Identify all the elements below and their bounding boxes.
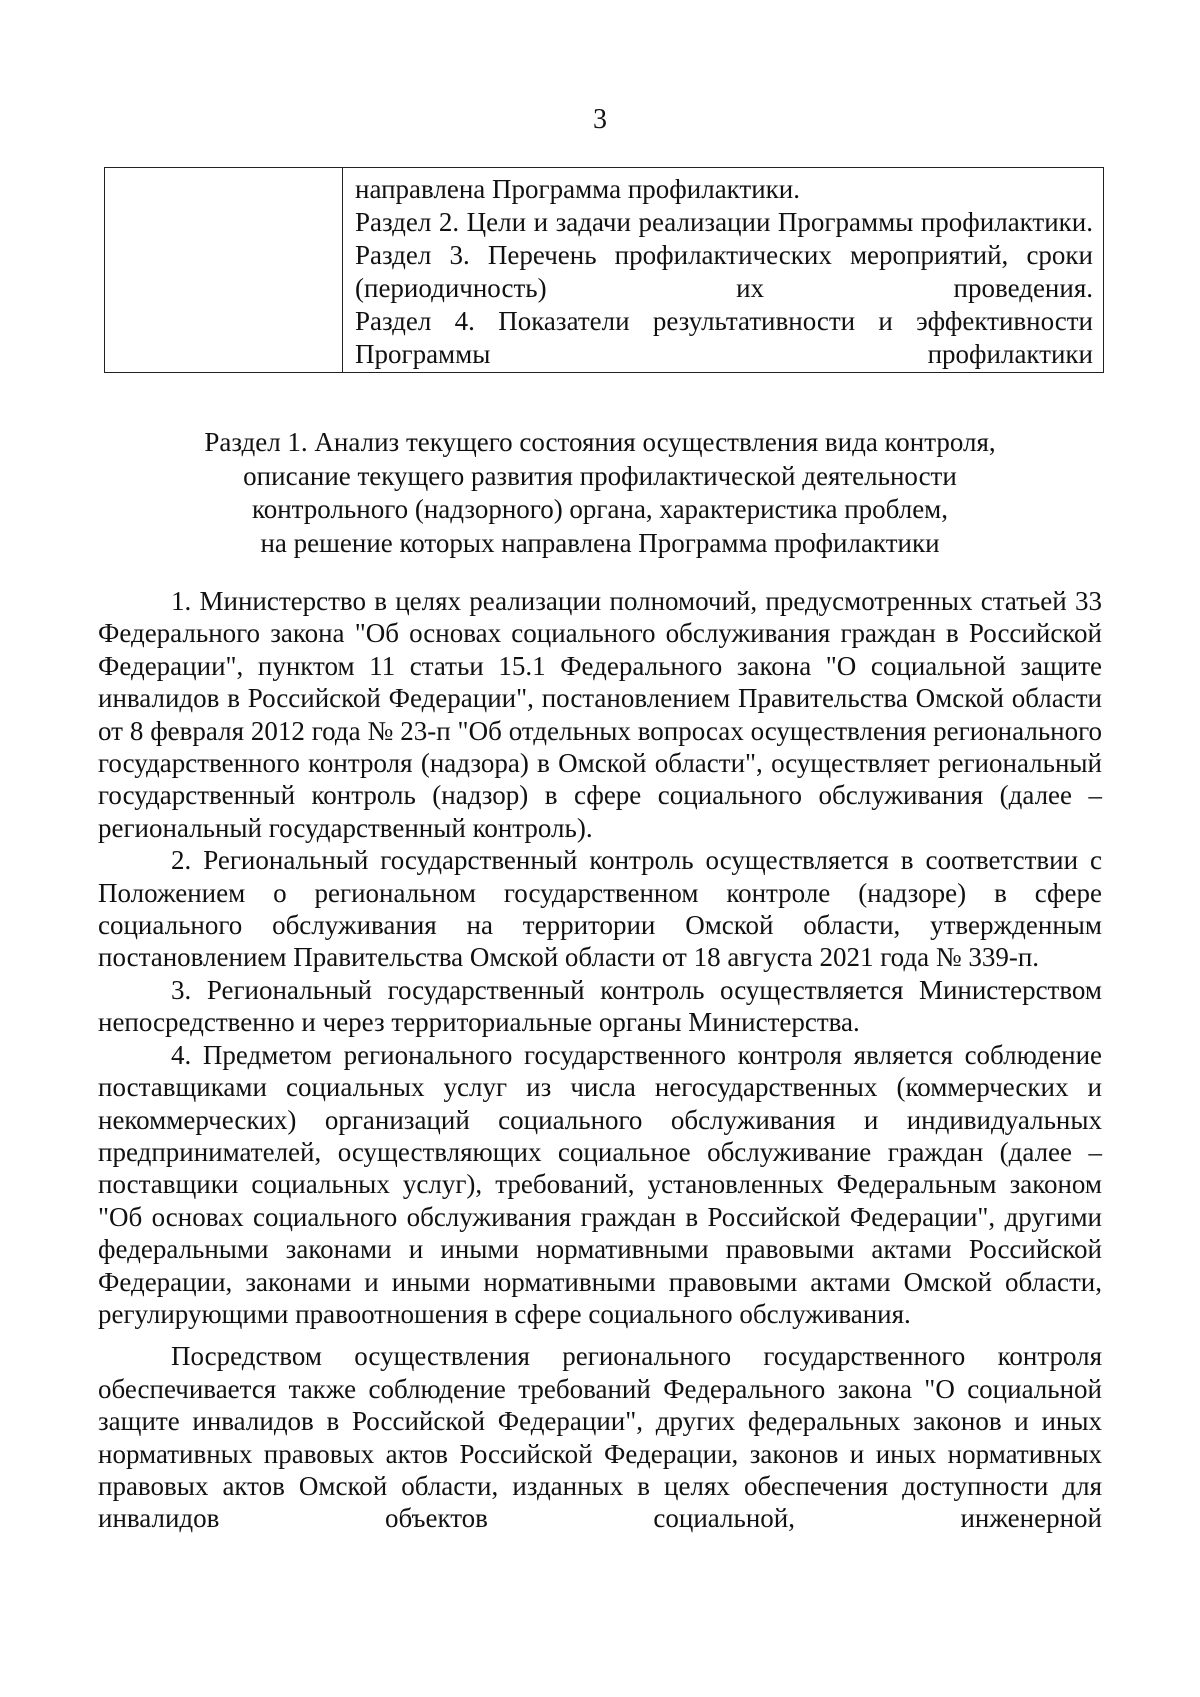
toc-line: Раздел 2. Цели и задачи реализации Программы профилактики. xyxy=(355,207,1093,237)
toc-line: Раздел 4. Показатели результативности и эффективности Программы профилактики xyxy=(355,306,1093,369)
paragraph-1: 1. Министерство в целях реализации полномочий, предусмотренных статьей 33 Федерального закона "Об основах социального обслуживания граждан в Российской Федерации", пунктом 11 статьи 15.1 Федерального закона "О социальной защите инвалидов в Российской Федерации", постановлением Правительства Омской области от 8 февраля 2012 года № 23-п "Об отдельных вопросах осуществления регионального государственного контроля (надзора) в Омской области", осуществляет региональный государственный контроль (надзор) в сфере социального обслуживания (далее – региональный государственный контроль). xyxy=(98,586,1102,843)
page-number: 3 xyxy=(593,104,607,135)
table-empty-cell xyxy=(105,168,343,373)
section-title-line: на решение которых направлена Программа профилактики xyxy=(260,527,940,558)
toc-line: направлена Программа профилактики. xyxy=(355,174,800,204)
contents-table xyxy=(104,167,1104,373)
paragraph-3: 3. Региональный государственный контроль осуществляется Министерством непосредственно и через территориальные органы Министерства. xyxy=(98,974,1102,1038)
body-text xyxy=(98,585,1102,1535)
section-title-line: описание текущего развития профилактической деятельности xyxy=(243,460,957,491)
toc-line: Раздел 3. Перечень профилактических мероприятий, сроки (периодичность) их проведения. xyxy=(355,240,1093,303)
section-title xyxy=(0,426,1200,560)
paragraph-5: Посредством осуществления регионального государственного контроля обеспечивается также соблюдение требований Федерального закона "О социальной защите инвалидов в Российской Федерации", других федеральных законов и иных нормативных правовых актов Российской Федерации, законов и иных нормативных правовых актов Омской области, изданных в целях обеспечения доступности для инвалидов объектов социальной, инженерной xyxy=(98,1341,1102,1534)
section-title-line: Раздел 1. Анализ текущего состояния осуществления вида контроля, xyxy=(204,427,996,457)
table-row xyxy=(105,168,1104,373)
table-contents-cell xyxy=(343,168,1104,373)
paragraph-4: 4. Предметом регионального государственного контроля является соблюдение поставщиками социальных услуг из числа негосударственных (коммерческих и некоммерческих) организаций социального обслуживания и индивидуальных предпринимателей, осуществляющих социальное обслуживание граждан (далее – поставщики социальных услуг), требований, установленных Федеральным законом "Об основах социального обслуживания граждан в Российской Федерации", другими федеральными законами и иными нормативными правовыми актами Российской Федерации, законами и иными нормативными правовыми актами Омской области, регулирующими правоотношения в сфере социального обслуживания. xyxy=(98,1039,1102,1329)
paragraph-2: 2. Региональный государственный контроль осуществляется в соответствии с Положением о региональном государственном контроле (надзоре) в сфере социального обслуживания на территории Омской области, утвержденным постановлением Правительства Омской области от 18 августа 2021 года № 339-п. xyxy=(98,845,1102,973)
section-title-line: контрольного (надзорного) органа, характеристика проблем, xyxy=(251,494,949,524)
